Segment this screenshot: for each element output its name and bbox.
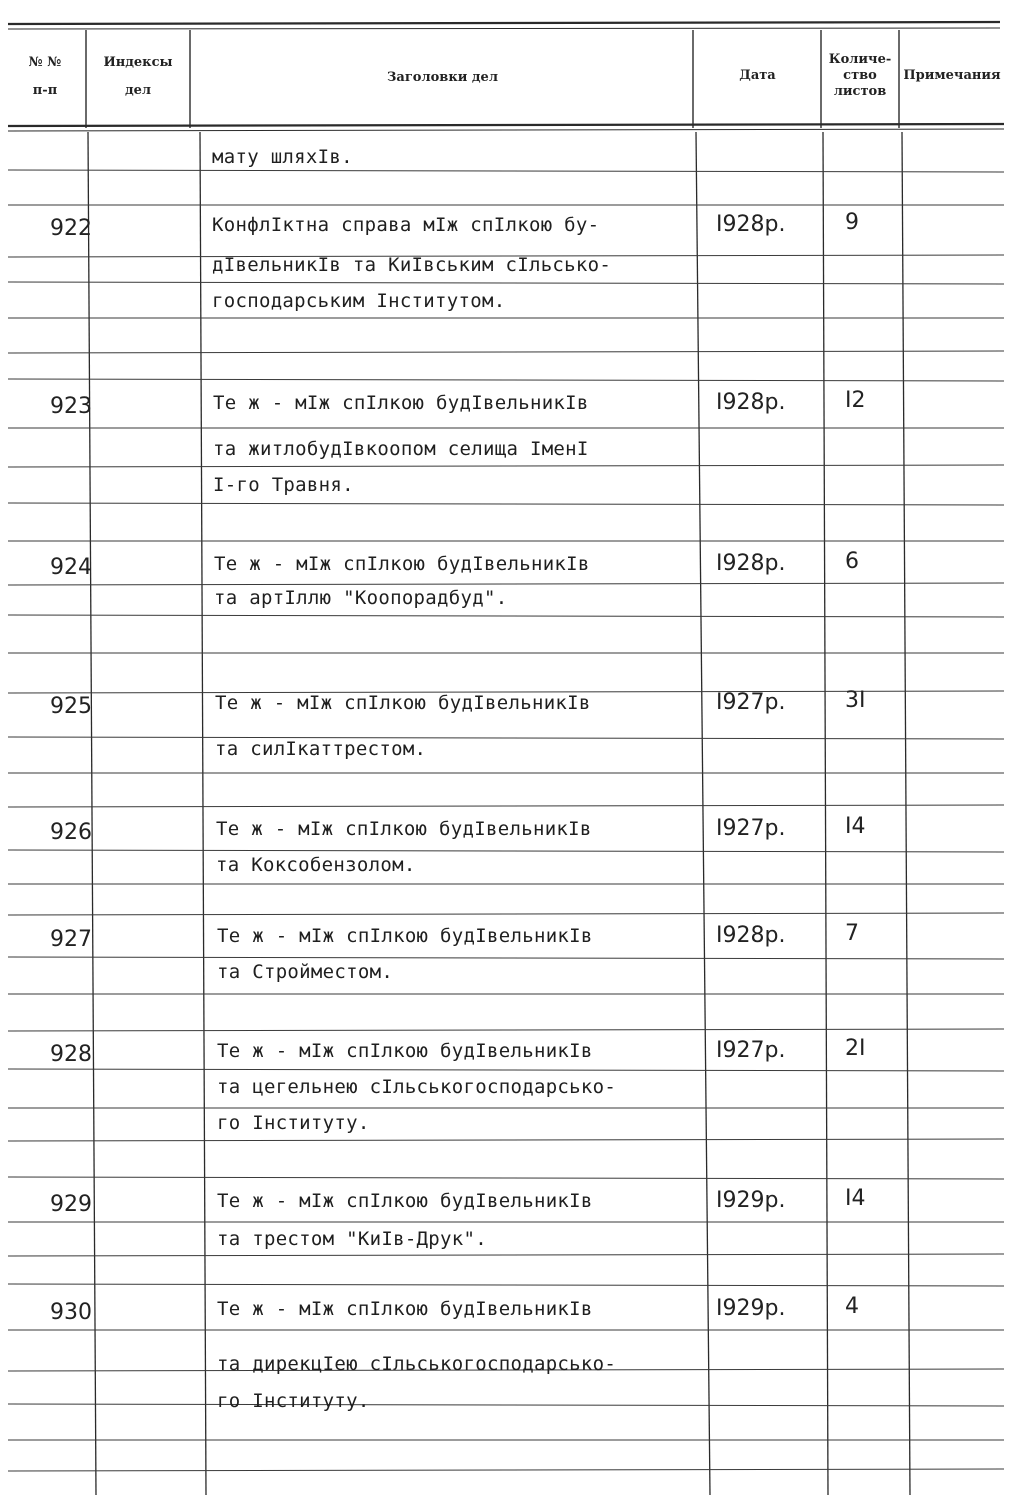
ruling-line [8,805,1004,807]
header-count-line3: листов [833,84,887,99]
header-index-label: Индексы [103,55,173,70]
ruling-line [8,22,1000,24]
ruling-line [8,913,1004,915]
record-sheet-count: 2I [845,1036,866,1061]
record-sheet-count: 6 [845,549,859,574]
ruling-line [8,1284,1004,1286]
record-number: 930 [50,1300,92,1325]
ruling-line [8,850,1004,852]
record-sheet-count: 9 [845,210,859,235]
record-title-line: Те ж - мIж спIлкою будIвельникIв [217,925,593,947]
record-date: I929р. [716,1296,786,1321]
record-title-line: господарським Iнститутом. [212,290,506,312]
header-count-line1: Количе- [828,52,892,67]
ruling-line [8,737,1004,739]
record-date: I928р. [716,551,786,576]
record-date: I927р. [716,690,786,715]
ruling-line [696,132,710,1495]
ruling-line [8,583,1004,585]
ruling-line [8,1069,1004,1071]
record-title-line: го Iнституту. [217,1390,370,1412]
ruling-line [8,1254,1004,1256]
record-number: 922 [50,216,92,241]
record-title-line: та Коксобензолом. [216,854,416,876]
ruling-line [8,1177,1004,1179]
record-sheet-count: I4 [845,1186,866,1211]
header-count [820,52,900,100]
record-title-line: та Стройместом. [217,961,394,983]
ruling-line [902,132,910,1495]
ruling-line [200,132,206,1495]
ruling-line [8,503,1004,505]
header-date: Дата [739,68,776,83]
ruling-line [823,132,828,1495]
record-title-line: I-го Травня. [213,474,354,496]
record-title-line: та дирекцIею сIльськогосподарсько- [217,1353,617,1375]
record-sheet-count: I2 [845,388,866,413]
ruling-line [8,1139,1004,1141]
ruling-line [8,615,1004,617]
header-index [88,55,188,99]
header-title: Заголовки дел [387,70,498,85]
record-sheet-count: 3I [845,688,866,713]
record-date: I929р. [716,1188,786,1213]
record-title-line: та житлобудIвкоопом селища ІменI [213,438,589,460]
header-number-sub: п-п [32,83,58,98]
ruling-line [8,1404,1004,1406]
record-number: 924 [50,555,92,580]
record-date: I927р. [716,1038,786,1063]
record-sheet-count: 4 [845,1294,859,1319]
record-title-line: та артIллю "Коопорадбуд". [214,587,508,609]
record-sheet-count: 7 [845,921,859,946]
ruling-line [8,351,1004,353]
record-title-line: та цегельнею сIльськогосподарсько- [217,1076,617,1098]
header-index-sub: дел [124,83,152,98]
header-number-label: № № [28,55,62,70]
record-title-line: дIвельникIв та КиIвським сIльсько- [212,254,612,276]
header-count-line2: ство [843,68,877,83]
record-date: I928р. [716,212,786,237]
record-number: 923 [50,394,92,419]
record-title-line: Те ж - мIж спIлкою будIвельникIв [213,392,589,414]
record-date: I928р. [716,390,786,415]
record-title-line: КонфлIктна справа мIж спIлкою бу- [212,214,600,236]
record-date: I927р. [716,816,786,841]
ruling-line [8,379,1004,381]
ruling-line [8,282,1004,284]
header-notes: Примечания [903,68,1001,83]
record-title-line: Те ж - мIж спIлкою будIвельникIв [217,1298,593,1320]
record-title-line: Те ж - мIж спIлкою будIвельникIв [215,692,591,714]
ruling-line [8,1029,1004,1031]
record-title-line: Те ж - мIж спIлкою будIвельникIв [217,1190,593,1212]
ruling-line [8,129,1004,131]
continuation-text: мату шляхIв. [212,146,353,168]
record-title-line: та силIкаттрестом. [215,738,427,760]
record-number: 927 [50,927,92,952]
record-number: 926 [50,820,92,845]
record-title-line: та трестом "КиIв-Друк". [217,1228,487,1250]
ruling-line [8,124,1004,126]
record-title-line: Те ж - мIж спIлкою будIвельникIв [214,553,590,575]
record-number: 928 [50,1042,92,1067]
record-sheet-count: I4 [845,814,866,839]
record-date: I928р. [716,923,786,948]
ruling-line [8,465,1004,467]
record-number: 929 [50,1192,92,1217]
record-title-line: Те ж - мIж спIлкою будIвельникIв [216,818,592,840]
ruling-line [8,28,1000,29]
ruling-line [8,957,1004,959]
ruling-line [8,1469,1004,1471]
ruling-line [88,132,96,1495]
record-number: 925 [50,694,92,719]
header-number [10,55,80,99]
record-title-line: Те ж - мIж спIлкою будIвельникIв [217,1040,593,1062]
ruling-line [8,170,1004,172]
record-title-line: го Iнституту. [217,1112,370,1134]
